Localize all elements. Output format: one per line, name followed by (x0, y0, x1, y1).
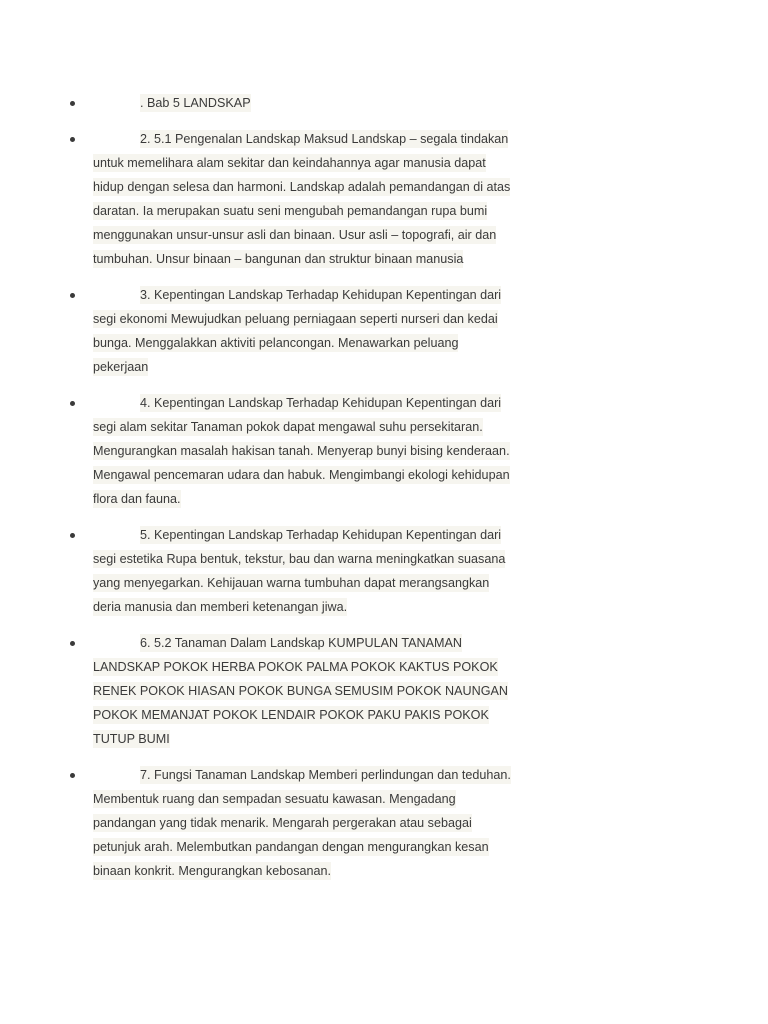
list-item (0, 127, 513, 271)
list-item-text (93, 127, 513, 271)
bullet-icon (70, 137, 75, 142)
list-item-text (93, 523, 513, 619)
bullet-icon (70, 293, 75, 298)
bullet-icon (70, 641, 75, 646)
list-item-text-highlight: 5. Kepentingan Landskap Terhadap Kehidupan Kepentingan dari segi estetika Rupa bentuk, tekstur, bau dan warna meningkatkan suasana yang menyegarkan. Kehijauan warna tumbuhan dapat merangsangkan deria manusia dan memberi ketenangan jiwa. (93, 528, 506, 614)
bullet-icon (70, 773, 75, 778)
list-item-text-highlight: 7. Fungsi Tanaman Landskap Memberi perlindungan dan teduhan. Membentuk ruang dan sempadan sesuatu kawasan. Mengadang pandangan yang tidak menarik. Mengarah pergerakan atau sebagai petunjuk arah. Melembutkan pandangan dengan mengurangkan kesan binaan konkrit. Mengurangkan kebosanan. (93, 768, 511, 878)
bullet-list (0, 91, 768, 895)
bullet-icon (70, 401, 75, 406)
list-item-text (93, 631, 513, 751)
list-item-text (93, 91, 513, 115)
bullet-icon (70, 101, 75, 106)
list-item-text-highlight: 6. 5.2 Tanaman Dalam Landskap KUMPULAN TANAMAN LANDSKAP POKOK HERBA POKOK PALMA POKOK KAKTUS POKOK RENEK POKOK HIASAN POKOK BUNGA SEMUSIM POKOK NAUNGAN POKOK MEMANJAT POKOK LENDAIR POKOK PAKU PAKIS POKOK TUTUP BUMI (93, 636, 508, 746)
list-item (0, 631, 513, 751)
list-item-text-highlight: 3. Kepentingan Landskap Terhadap Kehidupan Kepentingan dari segi ekonomi Mewujudkan peluang perniagaan seperti nurseri dan kedai bunga. Menggalakkan aktiviti pelancongan. Menawarkan peluang pekerjaan (93, 288, 502, 374)
list-item (0, 763, 513, 883)
list-item-text-highlight: . Bab 5 LANDSKAP (140, 96, 251, 110)
list-item (0, 523, 513, 619)
list-item (0, 391, 513, 511)
list-item (0, 283, 513, 379)
list-item-text-highlight: 2. 5.1 Pengenalan Landskap Maksud Landskap – segala tindakan untuk memelihara alam sekitar dan keindahannya agar manusia dapat hidup dengan selesa dan harmoni. Landskap adalah pemandangan di atas daratan. Ia merupakan suatu seni mengubah pemandangan rupa bumi menggunakan unsur-unsur asli dan binaan. Usur asli – topografi, air dan tumbuhan. Unsur binaan – bangunan dan struktur binaan manusia (93, 132, 511, 266)
list-item-text (93, 763, 513, 883)
list-item-text (93, 283, 513, 379)
list-item (0, 91, 513, 115)
list-item-text (93, 391, 513, 511)
bullet-icon (70, 533, 75, 538)
list-item-text-highlight: 4. Kepentingan Landskap Terhadap Kehidupan Kepentingan dari segi alam sekitar Tanaman pokok dapat mengawal suhu persekitaran. Mengurangkan masalah hakisan tanah. Menyerap bunyi bising kenderaan. Mengawal pencemaran udara dan habuk. Mengimbangi ekologi kehidupan flora dan fauna. (93, 396, 510, 506)
